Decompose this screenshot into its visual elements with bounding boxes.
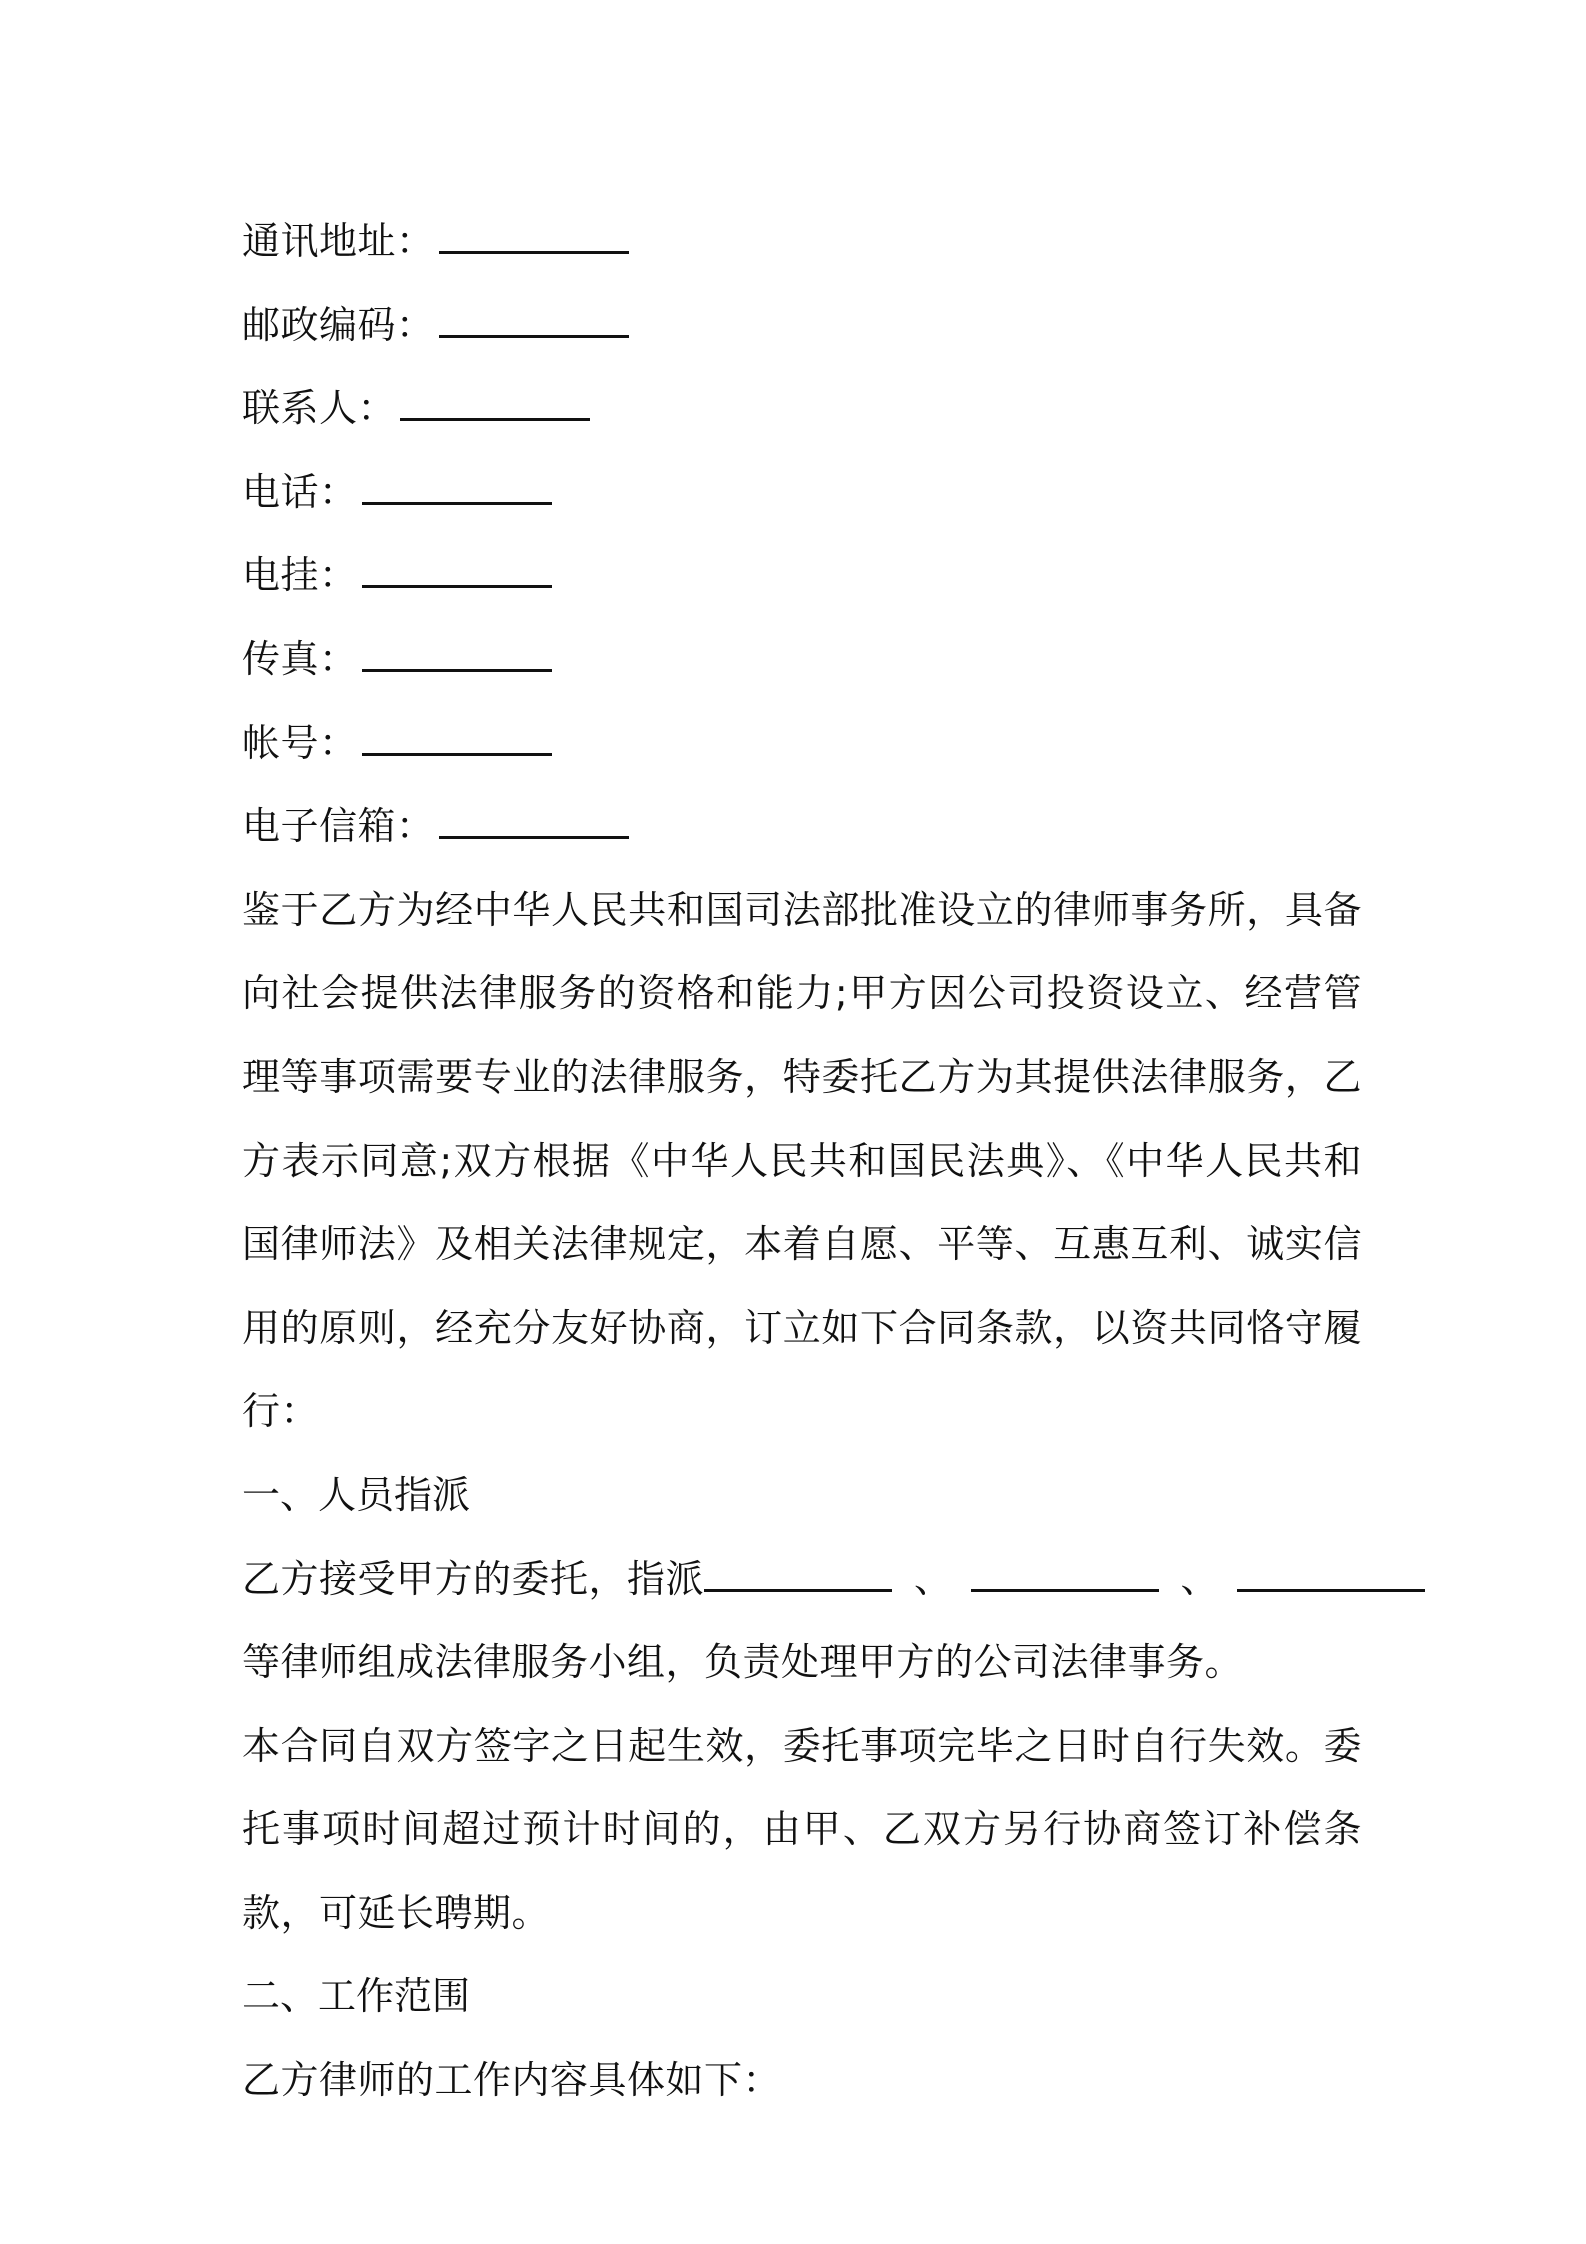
field-label: 通讯地址： — [242, 219, 435, 263]
field-label: 电挂： — [242, 553, 358, 598]
fill-blank — [362, 639, 552, 672]
field-account — [242, 702, 1362, 786]
separator: 、 — [1180, 1556, 1220, 1601]
assignment-suffix: 等律师组成法律服务小组，负责处理甲方的公司法律事务。 — [242, 1640, 1244, 1685]
assignment-line — [242, 1538, 1362, 1622]
scope-intro: 乙方律师的工作内容具体如下： — [242, 2058, 782, 2103]
fill-blank — [1237, 1559, 1425, 1592]
fill-blank — [362, 555, 552, 588]
term-paragraph: 本合同自双方签字之日起生效，委托事项完毕之日时自行失效。委托事项时间超过预计时间的，由甲、乙双方另行协商签订补偿条款，可延长聘期。 — [242, 1723, 1362, 1935]
fill-blank — [971, 1559, 1159, 1592]
fill-blank — [439, 221, 629, 254]
field-label: 电话： — [242, 469, 358, 514]
field-address — [242, 200, 1362, 284]
fill-blank — [439, 305, 629, 338]
field-fax — [242, 618, 1362, 702]
field-label: 联系人： — [242, 386, 397, 431]
field-telegraph — [242, 534, 1362, 618]
fill-blank — [704, 1559, 892, 1592]
assign-prefix: 乙方接受甲方的委托，指派 — [242, 1556, 705, 1601]
document-body — [242, 200, 1362, 2123]
fill-blank — [439, 806, 629, 839]
fill-blank — [362, 723, 552, 756]
field-phone — [242, 451, 1362, 535]
preamble-paragraph: 鉴于乙方为经中华人民共和国司法部批准设立的律师事务所，具备向社会提供法律服务的资格和能力;甲方因公司投资设立、经营管理等事项需要专业的法律服务，特委托乙方为其提供法律服务，乙方表示同意;双方根据《中华人民共和国民法典》、《中华人民共和国律师法》及相关法律规定，本着自愿、平等、互惠互利、诚实信用的原则，经充分友好协商，订立如下合同条款，以资共同恪守履行： — [242, 887, 1362, 1434]
separator: 、 — [914, 1556, 953, 1601]
field-contact — [242, 367, 1362, 451]
field-label: 帐号： — [242, 720, 358, 765]
field-label: 传真： — [242, 636, 358, 681]
section-heading: 二、工作范围 — [242, 1974, 471, 2019]
field-postcode — [242, 284, 1362, 368]
fill-blank — [362, 472, 552, 505]
fill-blank — [400, 388, 590, 421]
section-heading: 一、人员指派 — [242, 1472, 471, 1517]
field-label: 电子信箱： — [242, 804, 435, 849]
field-email — [242, 785, 1362, 869]
field-label: 邮政编码： — [242, 302, 435, 347]
